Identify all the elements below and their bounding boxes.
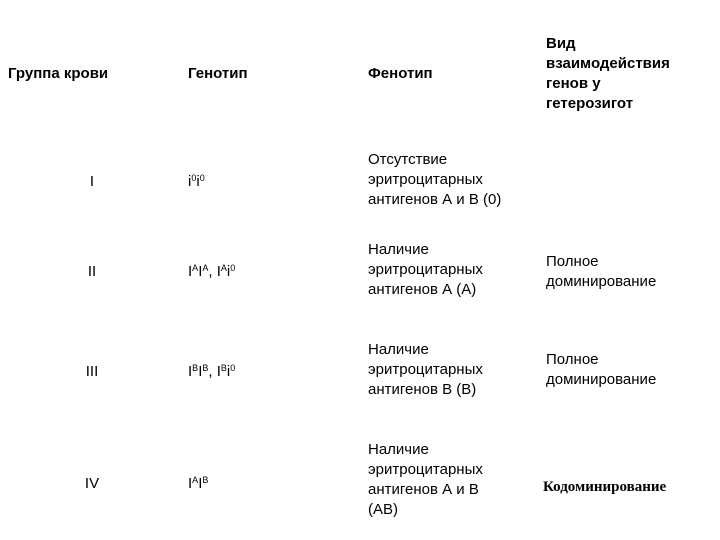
allele-base: I (198, 263, 203, 280)
allele-base: , (208, 363, 217, 380)
phenotype-line: антигенов В (В) (368, 381, 477, 398)
allele-superscript: A (192, 263, 199, 273)
phenotype-line: Отсутствие (368, 151, 448, 168)
allele-superscript: 0 (199, 173, 205, 183)
row-2-phenotype (368, 240, 483, 300)
allele-base: i (188, 173, 192, 190)
interaction-line: Полное (546, 351, 599, 368)
allele-superscript: A (220, 263, 227, 273)
row-2-interaction (546, 252, 656, 292)
row-2-genotype (188, 262, 235, 282)
allele-superscript: 0 (191, 173, 197, 183)
row-3-genotype (188, 362, 235, 382)
header-interaction-line: взаимодействия (546, 55, 670, 72)
phenotype-line: (АВ) (368, 501, 398, 518)
allele-superscript: B (192, 363, 199, 373)
row-1-genotype (188, 172, 205, 192)
header-interaction-line: гетерозигот (546, 95, 634, 112)
row-3-phenotype (368, 340, 483, 400)
allele-superscript: 0 (230, 263, 236, 273)
phenotype-line: Наличие (368, 441, 429, 458)
allele-base: i (226, 363, 231, 380)
header-interaction (546, 34, 670, 114)
row-4-genotype (188, 474, 208, 494)
allele-superscript: A (192, 475, 199, 485)
allele-base: I (198, 475, 203, 492)
phenotype-line: эритроцитарных (368, 261, 483, 278)
interaction-line: Полное (546, 253, 599, 270)
phenotype-line: антигенов А и В (0) (368, 191, 502, 208)
row-4-group: IV (84, 475, 100, 492)
header-group: Группа крови (8, 65, 109, 82)
allele-superscript: B (202, 475, 209, 485)
allele-superscript: B (202, 363, 209, 373)
allele-superscript: B (220, 363, 227, 373)
allele-base: i (226, 263, 231, 280)
header-interaction-line: генов у (546, 75, 601, 92)
phenotype-line: антигенов А (А) (368, 281, 477, 298)
allele-base: I (216, 363, 221, 380)
interaction-line: Кодоминирование (543, 479, 667, 495)
allele-base: I (216, 263, 221, 280)
allele-base: I (188, 475, 193, 492)
row-3-interaction (546, 350, 656, 390)
allele-base: I (198, 363, 203, 380)
header-genotype: Генотип (188, 65, 248, 82)
allele-base: i (196, 173, 200, 190)
header-interaction-line: Вид (546, 35, 576, 52)
phenotype-line: эритроцитарных (368, 461, 483, 478)
allele-superscript: 0 (230, 363, 236, 373)
row-3-group: III (85, 363, 99, 380)
interaction-line: доминирование (546, 273, 657, 290)
phenotype-line: антигенов А и В (368, 481, 479, 498)
interaction-line: доминирование (546, 371, 657, 388)
phenotype-line: эритроцитарных (368, 171, 483, 188)
row-2-group: II (87, 263, 97, 280)
allele-base: I (188, 363, 193, 380)
allele-base: , (208, 263, 217, 280)
row-4-phenotype (368, 440, 483, 520)
allele-base: I (188, 263, 193, 280)
allele-superscript: A (202, 263, 209, 273)
row-1-phenotype (368, 150, 501, 210)
phenotype-line: Наличие (368, 241, 429, 258)
phenotype-line: Наличие (368, 341, 429, 358)
phenotype-line: эритроцитарных (368, 361, 483, 378)
row-4-interaction (543, 477, 666, 497)
header-phenotype: Фенотип (368, 65, 433, 82)
row-1-group: I (89, 173, 95, 190)
